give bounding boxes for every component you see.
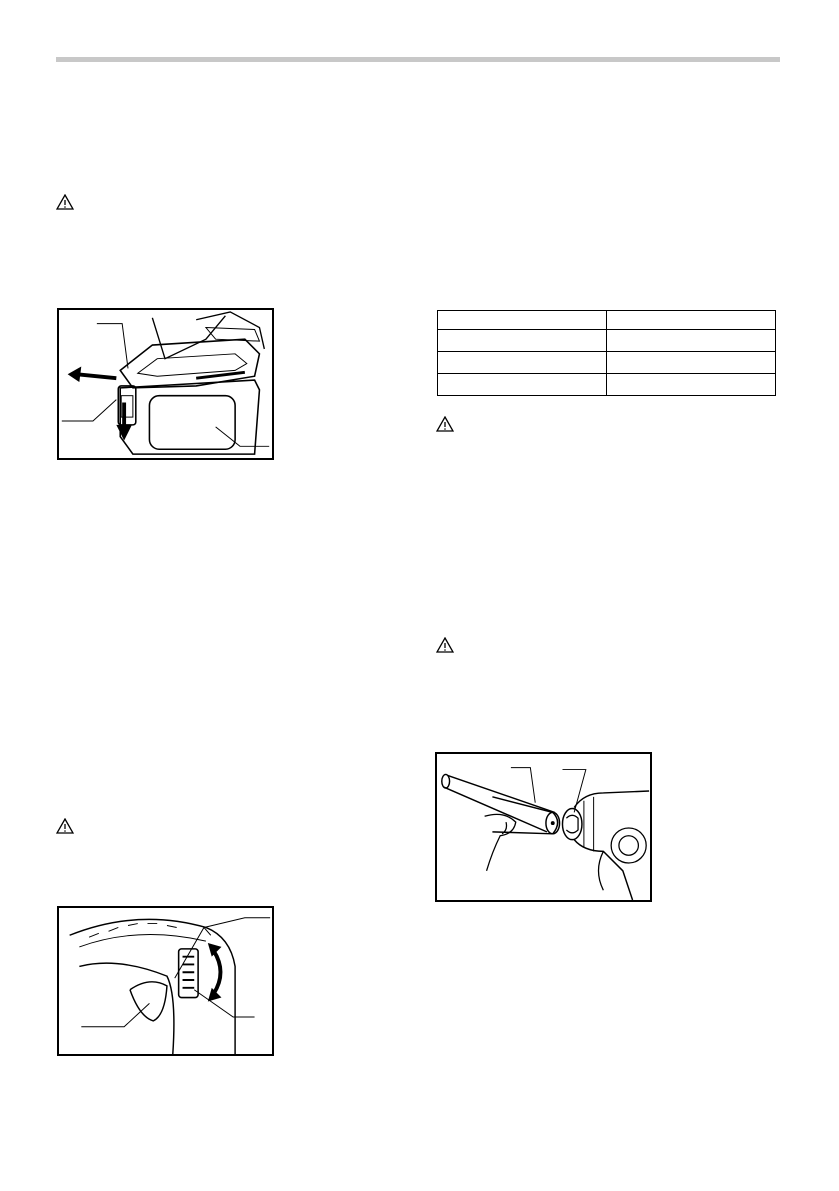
- table-cell: [607, 311, 776, 330]
- caution-icon: [436, 416, 454, 432]
- caution-icon: [56, 194, 74, 210]
- header-rule: [56, 57, 780, 62]
- spec-table: [437, 310, 776, 396]
- speed-adjusting-dial-figure: [57, 906, 274, 1056]
- table-row: [438, 330, 776, 352]
- table-row: [438, 374, 776, 396]
- table-cell: [607, 330, 776, 352]
- table-cell: [607, 374, 776, 396]
- battery-removal-figure: [57, 308, 274, 460]
- table-cell: [438, 374, 607, 396]
- table-cell: [438, 352, 607, 374]
- caution-icon: [56, 818, 74, 834]
- table-row: [438, 352, 776, 374]
- nozzle-attachment-figure: [435, 752, 652, 902]
- caution-icon: [436, 637, 454, 653]
- table-cell: [607, 352, 776, 374]
- table-row: [438, 311, 776, 330]
- table-cell: [438, 311, 607, 330]
- table-cell: [438, 330, 607, 352]
